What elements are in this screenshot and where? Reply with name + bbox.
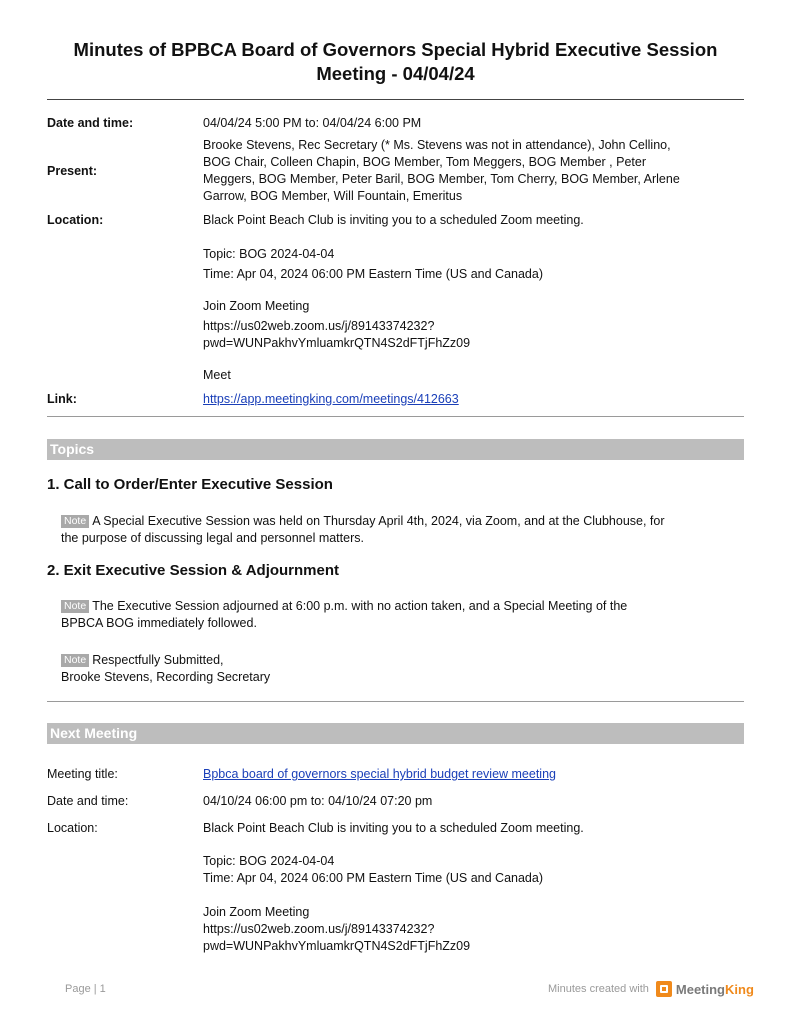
- topics-divider: [47, 701, 744, 702]
- note-text: A Special Executive Session was held on Thursday April 4th, 2024, via Zoom, and at the Clubhouse, for: [92, 514, 665, 528]
- date-label: Date and time:: [47, 116, 134, 130]
- present-label: Present:: [47, 164, 98, 178]
- next-date-value: 04/10/24 06:00 pm to: 04/10/24 07:20 pm: [203, 794, 433, 808]
- location-topic: Topic: BOG 2024-04-04: [203, 247, 335, 261]
- present-line: BOG Chair, Colleen Chapin, BOG Member, Tom Meggers, BOG Member , Peter: [203, 155, 646, 169]
- location-meet: Meet: [203, 368, 231, 382]
- note-text: Respectfully Submitted,: [92, 653, 224, 667]
- present-line: Garrow, BOG Member, Will Fountain, Emeritus: [203, 189, 463, 203]
- next-meeting-section-header: Next Meeting: [47, 723, 744, 744]
- present-value: [203, 137, 748, 205]
- note-badge: Note: [61, 600, 89, 613]
- present-line: Brooke Stevens, Rec Secretary (* Ms. Stevens was not in attendance), John Cellino,: [203, 138, 671, 152]
- footer-branding: [548, 981, 754, 997]
- topic-2-note-2: [61, 652, 751, 686]
- topic-1-note: [61, 513, 751, 547]
- next-location-topic: Topic: BOG 2024-04-04: [203, 854, 335, 868]
- link-value-container: [203, 391, 748, 408]
- date-value: 04/04/24 5:00 PM to: 04/04/24 6:00 PM: [203, 116, 422, 130]
- brand-part-1: Meeting: [675, 981, 726, 997]
- note-badge: Note: [61, 515, 89, 528]
- brand-part-2: King: [725, 981, 754, 997]
- created-with-text: Minutes created with: [548, 983, 649, 995]
- zoom-url-line: pwd=WUNPakhvYmluamkrQTN4S2dFTjFhZz09: [203, 939, 471, 953]
- next-location-join: Join Zoom Meeting: [203, 905, 310, 919]
- note-badge: Note: [61, 654, 89, 667]
- note-line: [61, 598, 751, 615]
- next-meeting-title-link[interactable]: Bpbca board of governors special hybrid budget review meeting: [203, 767, 556, 781]
- next-title-label: Meeting title:: [47, 767, 118, 781]
- next-location-zoom: [203, 904, 748, 955]
- note-line: [61, 513, 751, 530]
- next-title-container: [203, 766, 748, 783]
- zoom-url-line: pwd=WUNPakhvYmluamkrQTN4S2dFTjFhZz09: [203, 336, 471, 350]
- topic-2-note-1: [61, 598, 751, 632]
- location-time: Time: Apr 04, 2024 06:00 PM Eastern Time (US and Canada): [203, 267, 543, 281]
- next-location-time: Time: Apr 04, 2024 06:00 PM Eastern Time (US and Canada): [203, 871, 543, 885]
- next-location-intro: Black Point Beach Club is inviting you to a scheduled Zoom meeting.: [203, 821, 584, 835]
- location-zoom-url: [203, 318, 748, 352]
- note-line: Brooke Stevens, Recording Secretary: [61, 670, 271, 684]
- present-line: Meggers, BOG Member, Peter Baril, BOG Member, Tom Cherry, BOG Member, Arlene: [203, 172, 680, 186]
- next-date-label: Date and time:: [47, 794, 129, 808]
- zoom-url-line: https://us02web.zoom.us/j/89143374232?: [203, 319, 435, 333]
- details-divider: [47, 416, 744, 417]
- note-text: The Executive Session adjourned at 6:00 p.m. with no action taken, and a Special Meeting of the: [92, 599, 628, 613]
- title-line-1: Minutes of BPBCA Board of Governors Special Hybrid Executive Session: [73, 39, 718, 60]
- note-line: BPBCA BOG immediately followed.: [61, 616, 257, 630]
- meetingking-brand: [676, 982, 754, 997]
- meeting-link[interactable]: https://app.meetingking.com/meetings/412663: [203, 392, 459, 406]
- location-join: Join Zoom Meeting: [203, 299, 310, 313]
- location-intro: Black Point Beach Club is inviting you to a scheduled Zoom meeting.: [203, 213, 584, 227]
- title-divider: [47, 99, 744, 100]
- location-label: Location:: [47, 213, 104, 227]
- zoom-url-line: https://us02web.zoom.us/j/89143374232?: [203, 922, 435, 936]
- topics-section-header: Topics: [47, 439, 744, 460]
- note-line: [61, 652, 751, 669]
- meetingking-logo-icon: [656, 981, 672, 997]
- page-title: [40, 38, 751, 86]
- link-label: Link:: [47, 392, 77, 406]
- next-location-details: [203, 853, 748, 887]
- topic-heading-1: 1. Call to Order/Enter Executive Session: [47, 476, 333, 493]
- page-number: Page | 1: [65, 983, 106, 995]
- topic-heading-2: 2. Exit Executive Session & Adjournment: [47, 562, 340, 579]
- note-line: the purpose of discussing legal and personnel matters.: [61, 531, 364, 545]
- next-location-label: Location:: [47, 821, 98, 835]
- title-line-2: Meeting - 04/04/24: [316, 63, 475, 84]
